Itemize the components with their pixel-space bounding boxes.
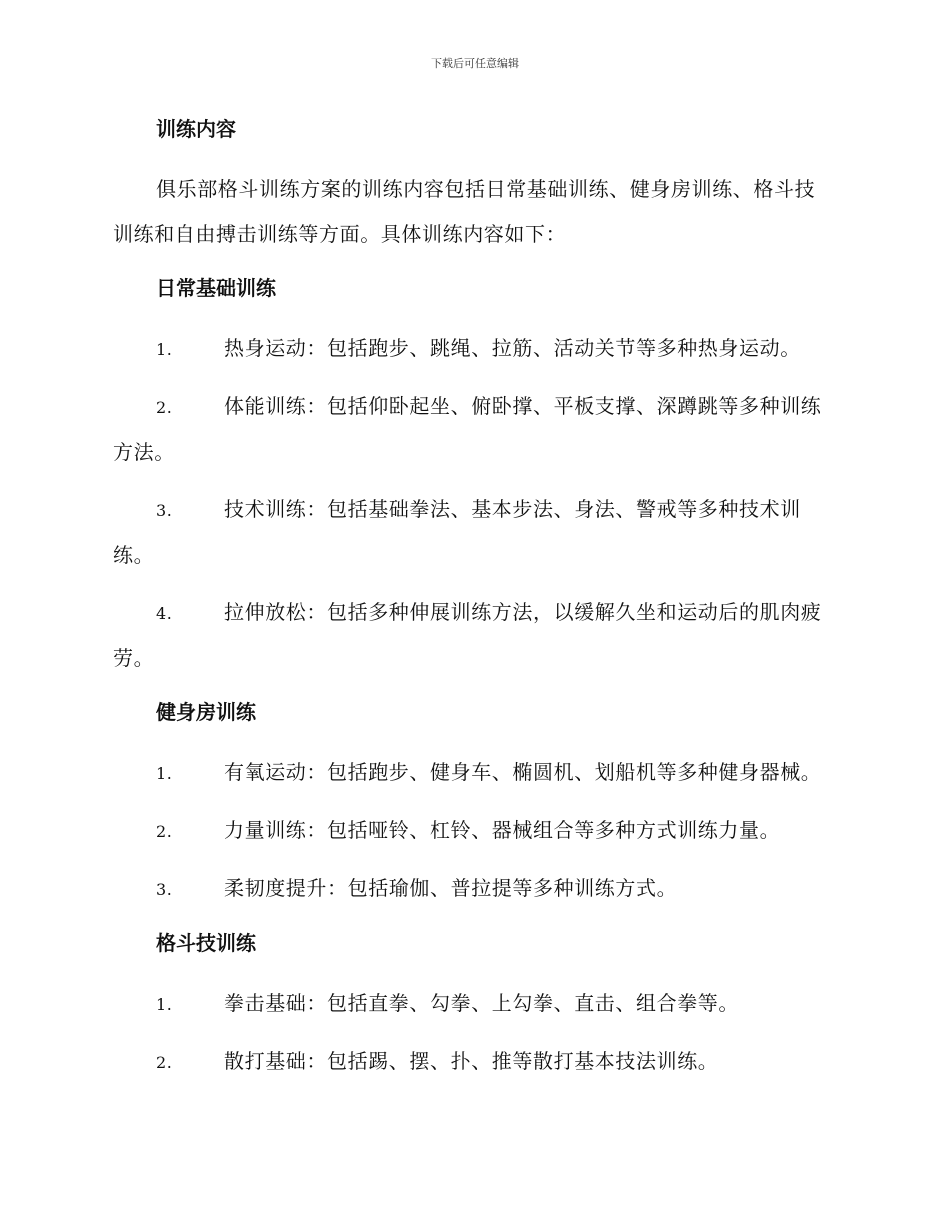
section-heading-training-content: 训练内容 bbox=[156, 117, 236, 141]
list-item bbox=[113, 866, 835, 912]
list-item-text: 柔韧度提升：包括瑜伽、普拉提等多种训练方式。 bbox=[224, 876, 678, 900]
list-item-text: 拳击基础：包括直拳、勾拳、上勾拳、直击、组合拳等。 bbox=[224, 991, 739, 1015]
list-item-text: 体能训练：包括仰卧起坐、俯卧撑、平板支撑、深蹲跳等多种训练方法。 bbox=[113, 394, 822, 464]
list-item-number: 4. bbox=[156, 604, 173, 623]
list-item-number: 1. bbox=[156, 995, 173, 1014]
intro-paragraph: 俱乐部格斗训练方案的训练内容包括日常基础训练、健身房训练、格斗技训练和自由搏击训练等方面。具体训练内容如下： bbox=[113, 177, 816, 246]
document-body bbox=[113, 110, 835, 1097]
list-item-number: 3. bbox=[156, 880, 173, 899]
list-item-text: 力量训练：包括哑铃、杠铃、器械组合等多种方式训练力量。 bbox=[224, 818, 781, 842]
list-item bbox=[113, 750, 835, 796]
list-item-number: 2. bbox=[156, 1053, 173, 1072]
list-item-number: 2. bbox=[156, 822, 173, 841]
list-item-text: 拉伸放松：包括多种伸展训练方法，以缓解久坐和运动后的肌肉疲劳。 bbox=[113, 600, 822, 670]
section-heading-combat-training: 格斗技训练 bbox=[156, 931, 256, 955]
list-item-number: 2. bbox=[156, 398, 173, 417]
list-item-number: 1. bbox=[156, 340, 173, 359]
list-item-text: 技术训练：包括基础拳法、基本步法、身法、警戒等多种技术训练。 bbox=[113, 497, 801, 567]
section-heading-gym-training: 健身房训练 bbox=[156, 700, 256, 724]
list-item-number: 1. bbox=[156, 764, 173, 783]
list-item bbox=[113, 808, 835, 854]
list-item-number: 3. bbox=[156, 501, 173, 520]
list-item-text: 热身运动：包括跑步、跳绳、拉筋、活动关节等多种热身运动。 bbox=[224, 336, 801, 360]
page-header-note: 下载后可任意编辑 bbox=[431, 57, 519, 70]
list-item bbox=[113, 1039, 835, 1085]
list-item-text: 散打基础：包括踢、摆、扑、推等散打基本技法训练。 bbox=[224, 1049, 719, 1073]
section-heading-daily-basic: 日常基础训练 bbox=[156, 276, 276, 300]
list-item bbox=[113, 981, 835, 1027]
list-item bbox=[113, 384, 835, 475]
list-item bbox=[113, 590, 835, 681]
list-item bbox=[113, 487, 835, 578]
list-item-text: 有氧运动：包括跑步、健身车、椭圆机、划船机等多种健身器械。 bbox=[224, 760, 822, 784]
list-item bbox=[113, 326, 835, 372]
